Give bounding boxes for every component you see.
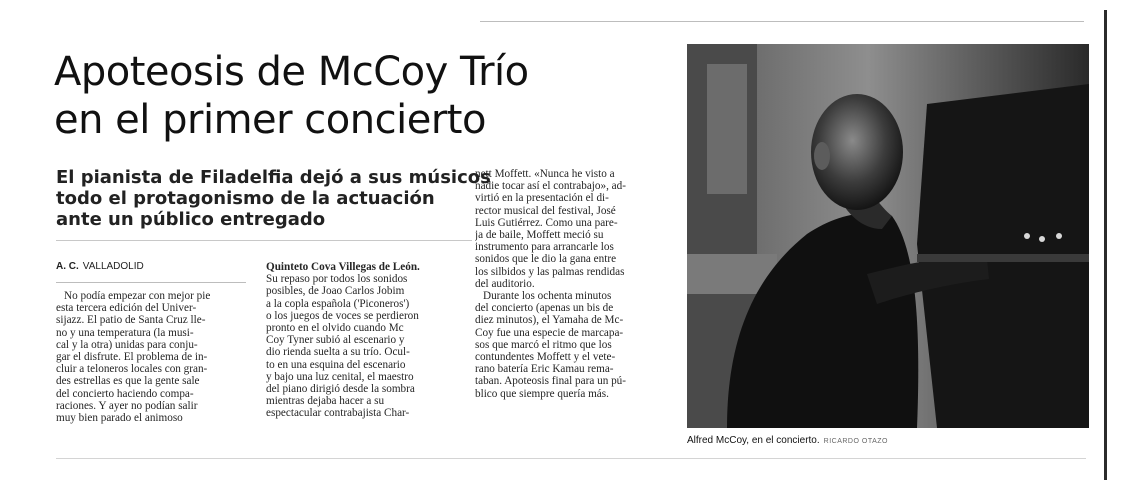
subheadline-line: ante un público entregado: [56, 209, 326, 230]
text-line: espectacular contrabajista Char-: [266, 407, 410, 420]
text-line: dio rienda suelta a su trío. Ocul-: [266, 346, 410, 359]
subheadline: [56, 167, 491, 230]
text-line: blico que siempre quería más.: [475, 387, 609, 400]
photo-caption: [687, 435, 888, 446]
text-line: raciones. Y ayer no podían salir: [56, 399, 198, 412]
text-line: o los juegos de voces se perdieron: [266, 309, 419, 322]
text-line: posibles, de Joao Carlos Jobim: [266, 285, 405, 298]
text-line: los silbidos y las palmas rendidas: [475, 265, 625, 278]
text-line: Quinteto Cova Villegas de León.: [266, 261, 420, 273]
text-line: nadie tocar así el contrabajo», ad-: [475, 180, 626, 193]
text-line: nett Moffett. «Nunca he visto a: [475, 168, 615, 180]
page-edge: [1104, 10, 1107, 480]
byline: [56, 261, 144, 272]
text-line: Coy Tyner subió al escenario y: [266, 334, 405, 347]
text-line: del concierto haciendo compa-: [56, 387, 194, 400]
text-line: rano batería Eric Kamau rema-: [475, 363, 614, 376]
text-line: del concierto (apenas un bis de: [475, 302, 614, 315]
text-line: del auditorio.: [475, 277, 535, 290]
text-line: gar el disfrute. El problema de in-: [56, 351, 208, 364]
text-line: y bajo una luz cenital, el maestro: [266, 370, 414, 383]
byline-initials: A. C.: [56, 261, 79, 272]
article-column-2: [266, 261, 460, 420]
text-line: to en una esquina del escenario: [266, 358, 406, 371]
byline-location: VALLADOLID: [82, 261, 144, 272]
text-line: sonidos que le dio la gana entre: [475, 253, 617, 266]
text-line: cal y la otra) unidas para conju-: [56, 338, 198, 351]
text-line: esta tercera edición del Univer-: [56, 302, 197, 315]
text-line: rector musical del festival, José: [475, 204, 616, 217]
headline: [54, 48, 654, 144]
text-line: sos que marcó el ritmo que los: [475, 338, 612, 351]
text-line: Coy fue una especie de marcapa-: [475, 326, 624, 339]
subheadline-line: todo el protagonismo de la actuación: [56, 188, 435, 209]
byline-rule: [56, 282, 246, 283]
headline-line: en el primer concierto: [54, 97, 486, 143]
text-line: contundentes Moffett y el vete-: [475, 351, 616, 364]
article-column-1: [56, 290, 246, 424]
headline-line: Apoteosis de McCoy Trío: [54, 49, 529, 95]
text-line: Su repaso por todos los sonidos: [266, 273, 408, 286]
subheadline-line: El pianista de Filadelfia dejó a sus músicos: [56, 167, 491, 188]
text-line: muy bien parado el animoso: [56, 412, 183, 425]
text-line: des estrellas es que la gente sale: [56, 375, 200, 388]
text-line: sijazz. El patio de Santa Cruz lle-: [56, 314, 206, 327]
text-line: ja de baile, Moffett meció su: [475, 229, 604, 242]
text-line: No podía empezar con mejor pie: [64, 290, 211, 302]
text-line: cluir a teloneros locales con gran-: [56, 363, 208, 376]
text-line: taban. Apoteosis final para un pú-: [475, 375, 626, 388]
article-column-3: [475, 168, 667, 400]
text-line: a la copla española ('Piconeros'): [266, 297, 410, 310]
top-rule: [480, 21, 1084, 22]
text-line: virtió en la presentación el di-: [475, 192, 609, 205]
text-line: pronto en el olvido cuando Mc: [266, 322, 404, 335]
text-line: instrumento para arrancarle los: [475, 241, 614, 254]
photo-credit: RICARDO OTAZO: [823, 438, 888, 445]
caption-text: Alfred McCoy, en el concierto.: [687, 435, 820, 446]
bottom-rule: [56, 458, 1086, 459]
text-line: Luis Gutiérrez. Como una pare-: [475, 216, 618, 229]
text-line: Durante los ochenta minutos: [483, 290, 612, 303]
text-line: diez minutos), el Yamaha de Mc-: [475, 314, 624, 327]
text-line: mientras dejaba hacer a su: [266, 395, 385, 408]
text-line: no y una temperatura (la musi-: [56, 326, 194, 339]
text-line: del piano dirigió desde la sombra: [266, 383, 415, 396]
pianist-photo-illustration: [687, 44, 1089, 428]
concert-photo: [687, 44, 1089, 428]
subheadline-rule: [56, 240, 472, 241]
